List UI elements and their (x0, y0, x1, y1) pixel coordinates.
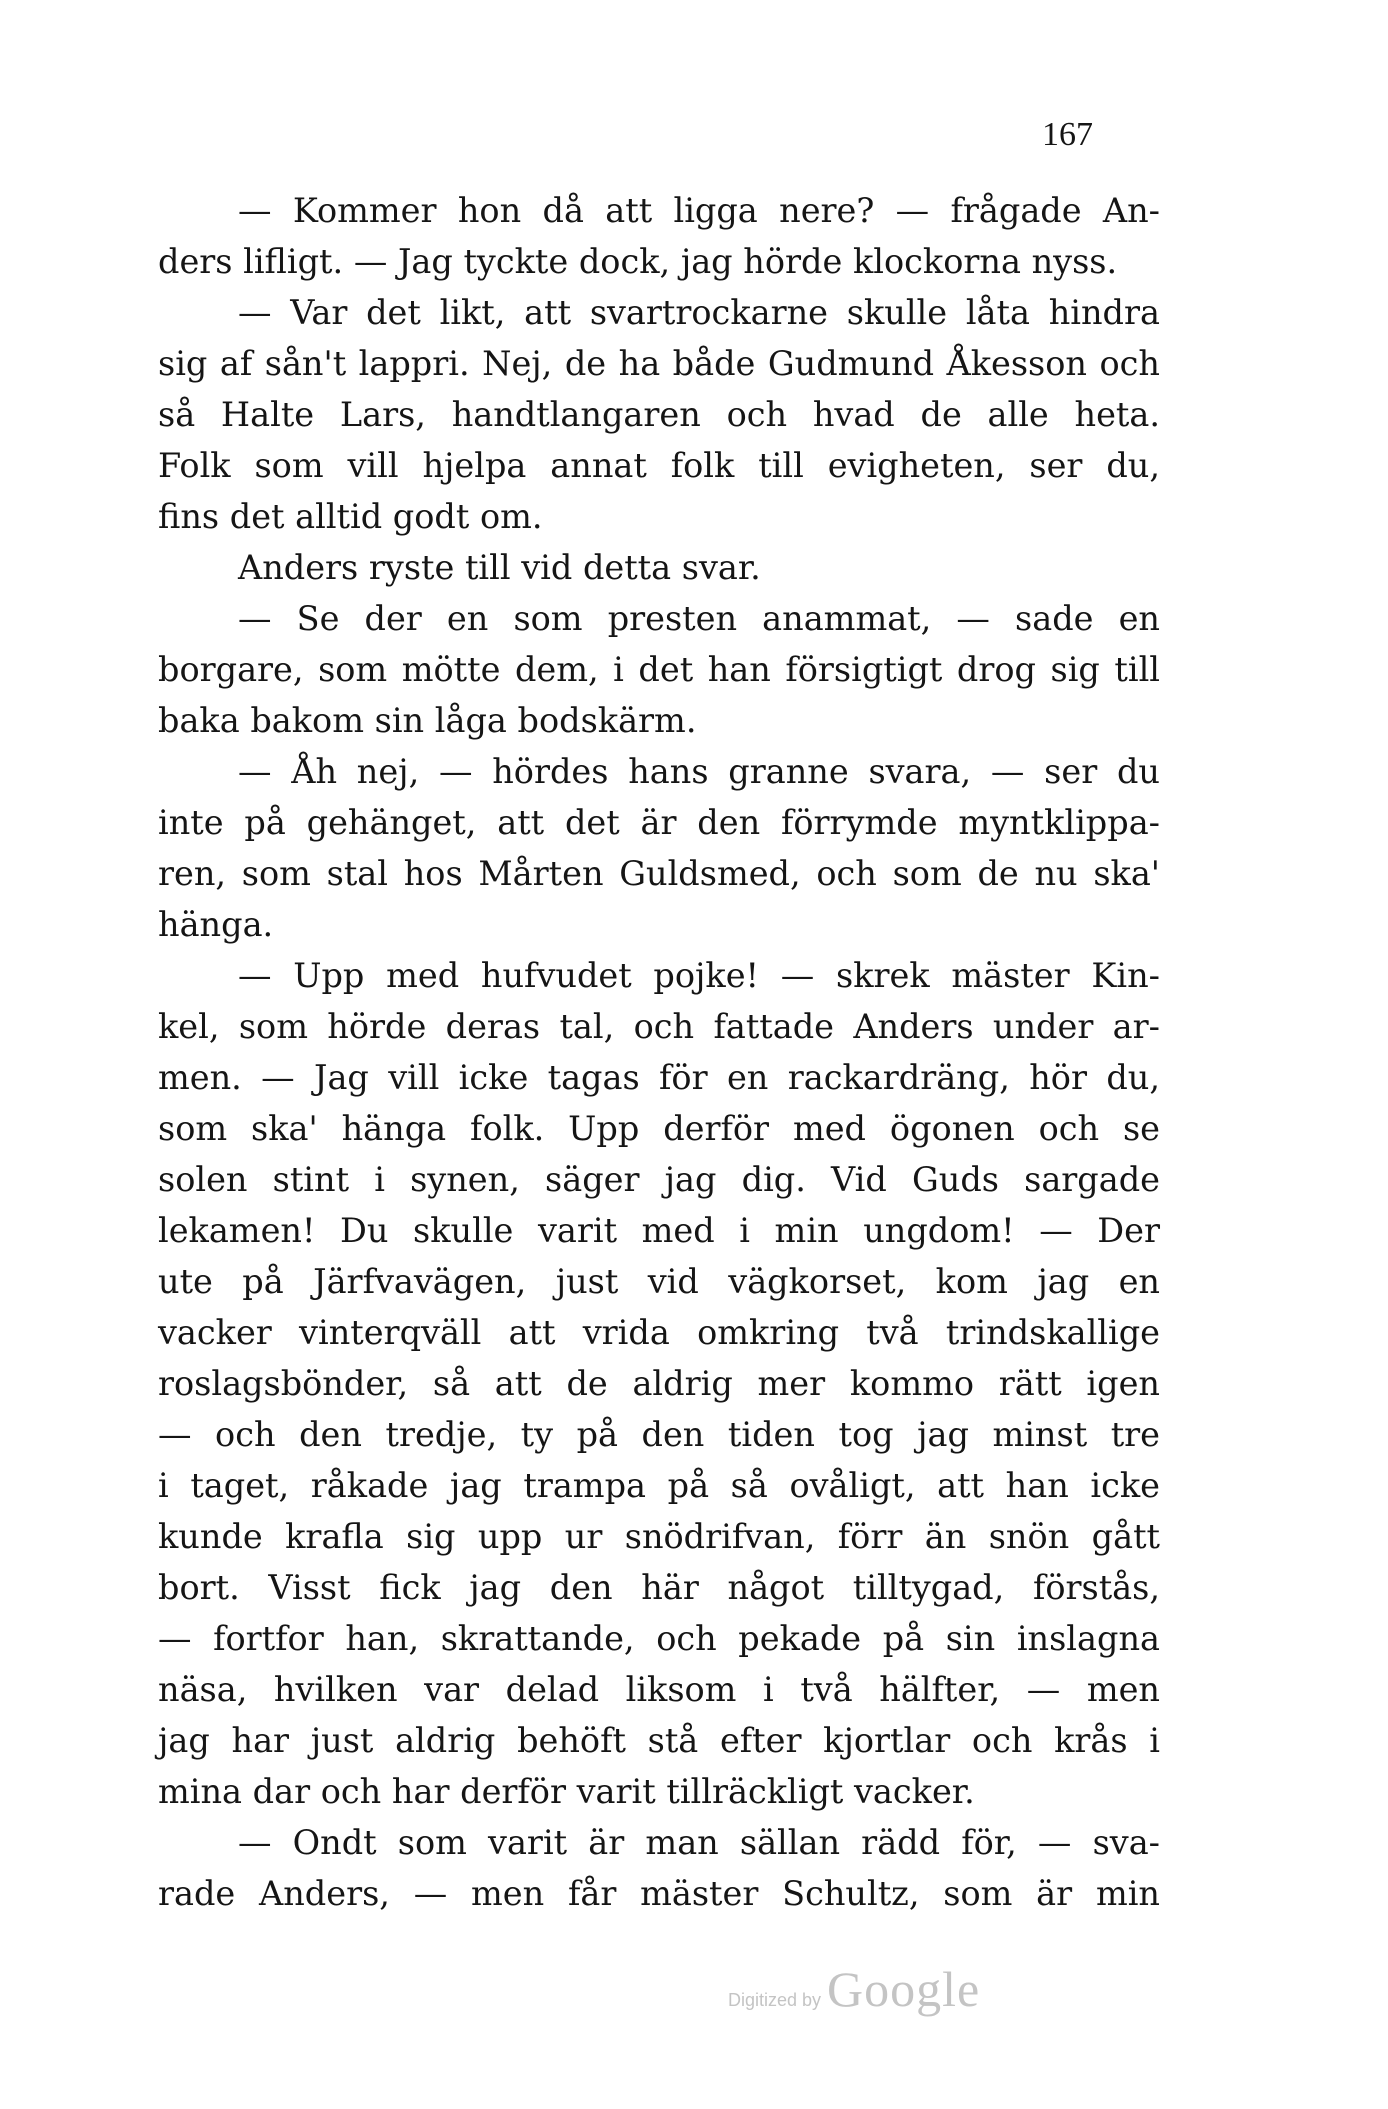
digitized-label: Digitized by (728, 1990, 822, 2010)
text-line: hänga. (158, 905, 274, 944)
text-line: — fortfor han, skrattande, och pekade på sin inslagna (158, 1619, 1160, 1658)
text-line: i taget, råkade jag trampa på så ovåligt, att han icke (158, 1466, 1160, 1505)
text-line: — Upp med hufvudet pojke! — skrek mäster Kin- (238, 956, 1160, 995)
text-line: solen stint i synen, säger jag dig. Vid Guds sargade (158, 1160, 1160, 1199)
text-line: borgare, som mötte dem, i det han försigtigt drog sig till (158, 650, 1160, 689)
text-line: ute på Järfvavägen, just vid vägkorset, kom jag en (158, 1262, 1160, 1301)
text-line: Folk som vill hjelpa annat folk till evigheten, ser du, (158, 446, 1160, 485)
text-line: kunde krafla sig upp ur snödrifvan, förr än snön gått (158, 1517, 1160, 1556)
text-line: roslagsbönder, så att de aldrig mer kommo rätt igen (158, 1364, 1160, 1403)
text-line: mina dar och har derför varit tillräckligt vacker. (158, 1772, 975, 1811)
google-logo: Google (827, 1961, 981, 2017)
text-line: ren, som stal hos Mårten Guldsmed, och som de nu ska' (158, 854, 1160, 893)
text-line: baka bakom sin låga bodskärm. (158, 701, 697, 740)
text-line: inte på gehänget, att det är den förrymde myntklippa- (158, 803, 1160, 842)
digitized-watermark (728, 1960, 980, 2018)
page-number: 167 (1042, 116, 1093, 153)
text-line: sig af sån't lappri. Nej, de ha både Gudmund Åkesson och (158, 344, 1160, 383)
text-line: vacker vinterqväll att vrida omkring två trindskallige (158, 1313, 1160, 1352)
text-line: — Kommer hon då att ligga nere? — frågade An- (238, 191, 1160, 230)
text-line: men. — Jag vill icke tagas för en rackardräng, hör du, (158, 1058, 1160, 1097)
text-line: kel, som hörde deras tal, och fattade Anders under ar- (158, 1007, 1160, 1046)
text-line: — Ondt som varit är man sällan rädd för, — sva- (238, 1823, 1160, 1862)
text-line: så Halte Lars, handtlangaren och hvad de alle heta. (158, 395, 1160, 434)
text-line: lekamen! Du skulle varit med i min ungdom! — Der (158, 1211, 1160, 1250)
text-line: — Åh nej, — hördes hans granne svara, — ser du (238, 752, 1160, 791)
body-text (158, 185, 1160, 1919)
text-line: jag har just aldrig behöft stå efter kjortlar och krås i (158, 1721, 1160, 1760)
text-line: rade Anders, — men får mäster Schultz, som är min (158, 1874, 1160, 1913)
text-line: fins det alltid godt om. (158, 497, 543, 536)
text-line: — och den tredje, ty på den tiden tog jag minst tre (158, 1415, 1160, 1454)
text-line: — Se der en som presten anammat, — sade en (238, 599, 1160, 638)
text-line: som ska' hänga folk. Upp derför med ögonen och se (158, 1109, 1160, 1148)
text-line: näsa, hvilken var delad liksom i två hälfter, — men (158, 1670, 1160, 1709)
text-line: bort. Visst fick jag den här något tilltygad, förstås, (158, 1568, 1160, 1607)
text-line: — Var det likt, att svartrockarne skulle låta hindra (238, 293, 1160, 332)
text-line: ders lifligt. — Jag tyckte dock, jag hörde klockorna nyss. (158, 242, 1118, 281)
text-line: Anders ryste till vid detta svar. (238, 548, 761, 587)
